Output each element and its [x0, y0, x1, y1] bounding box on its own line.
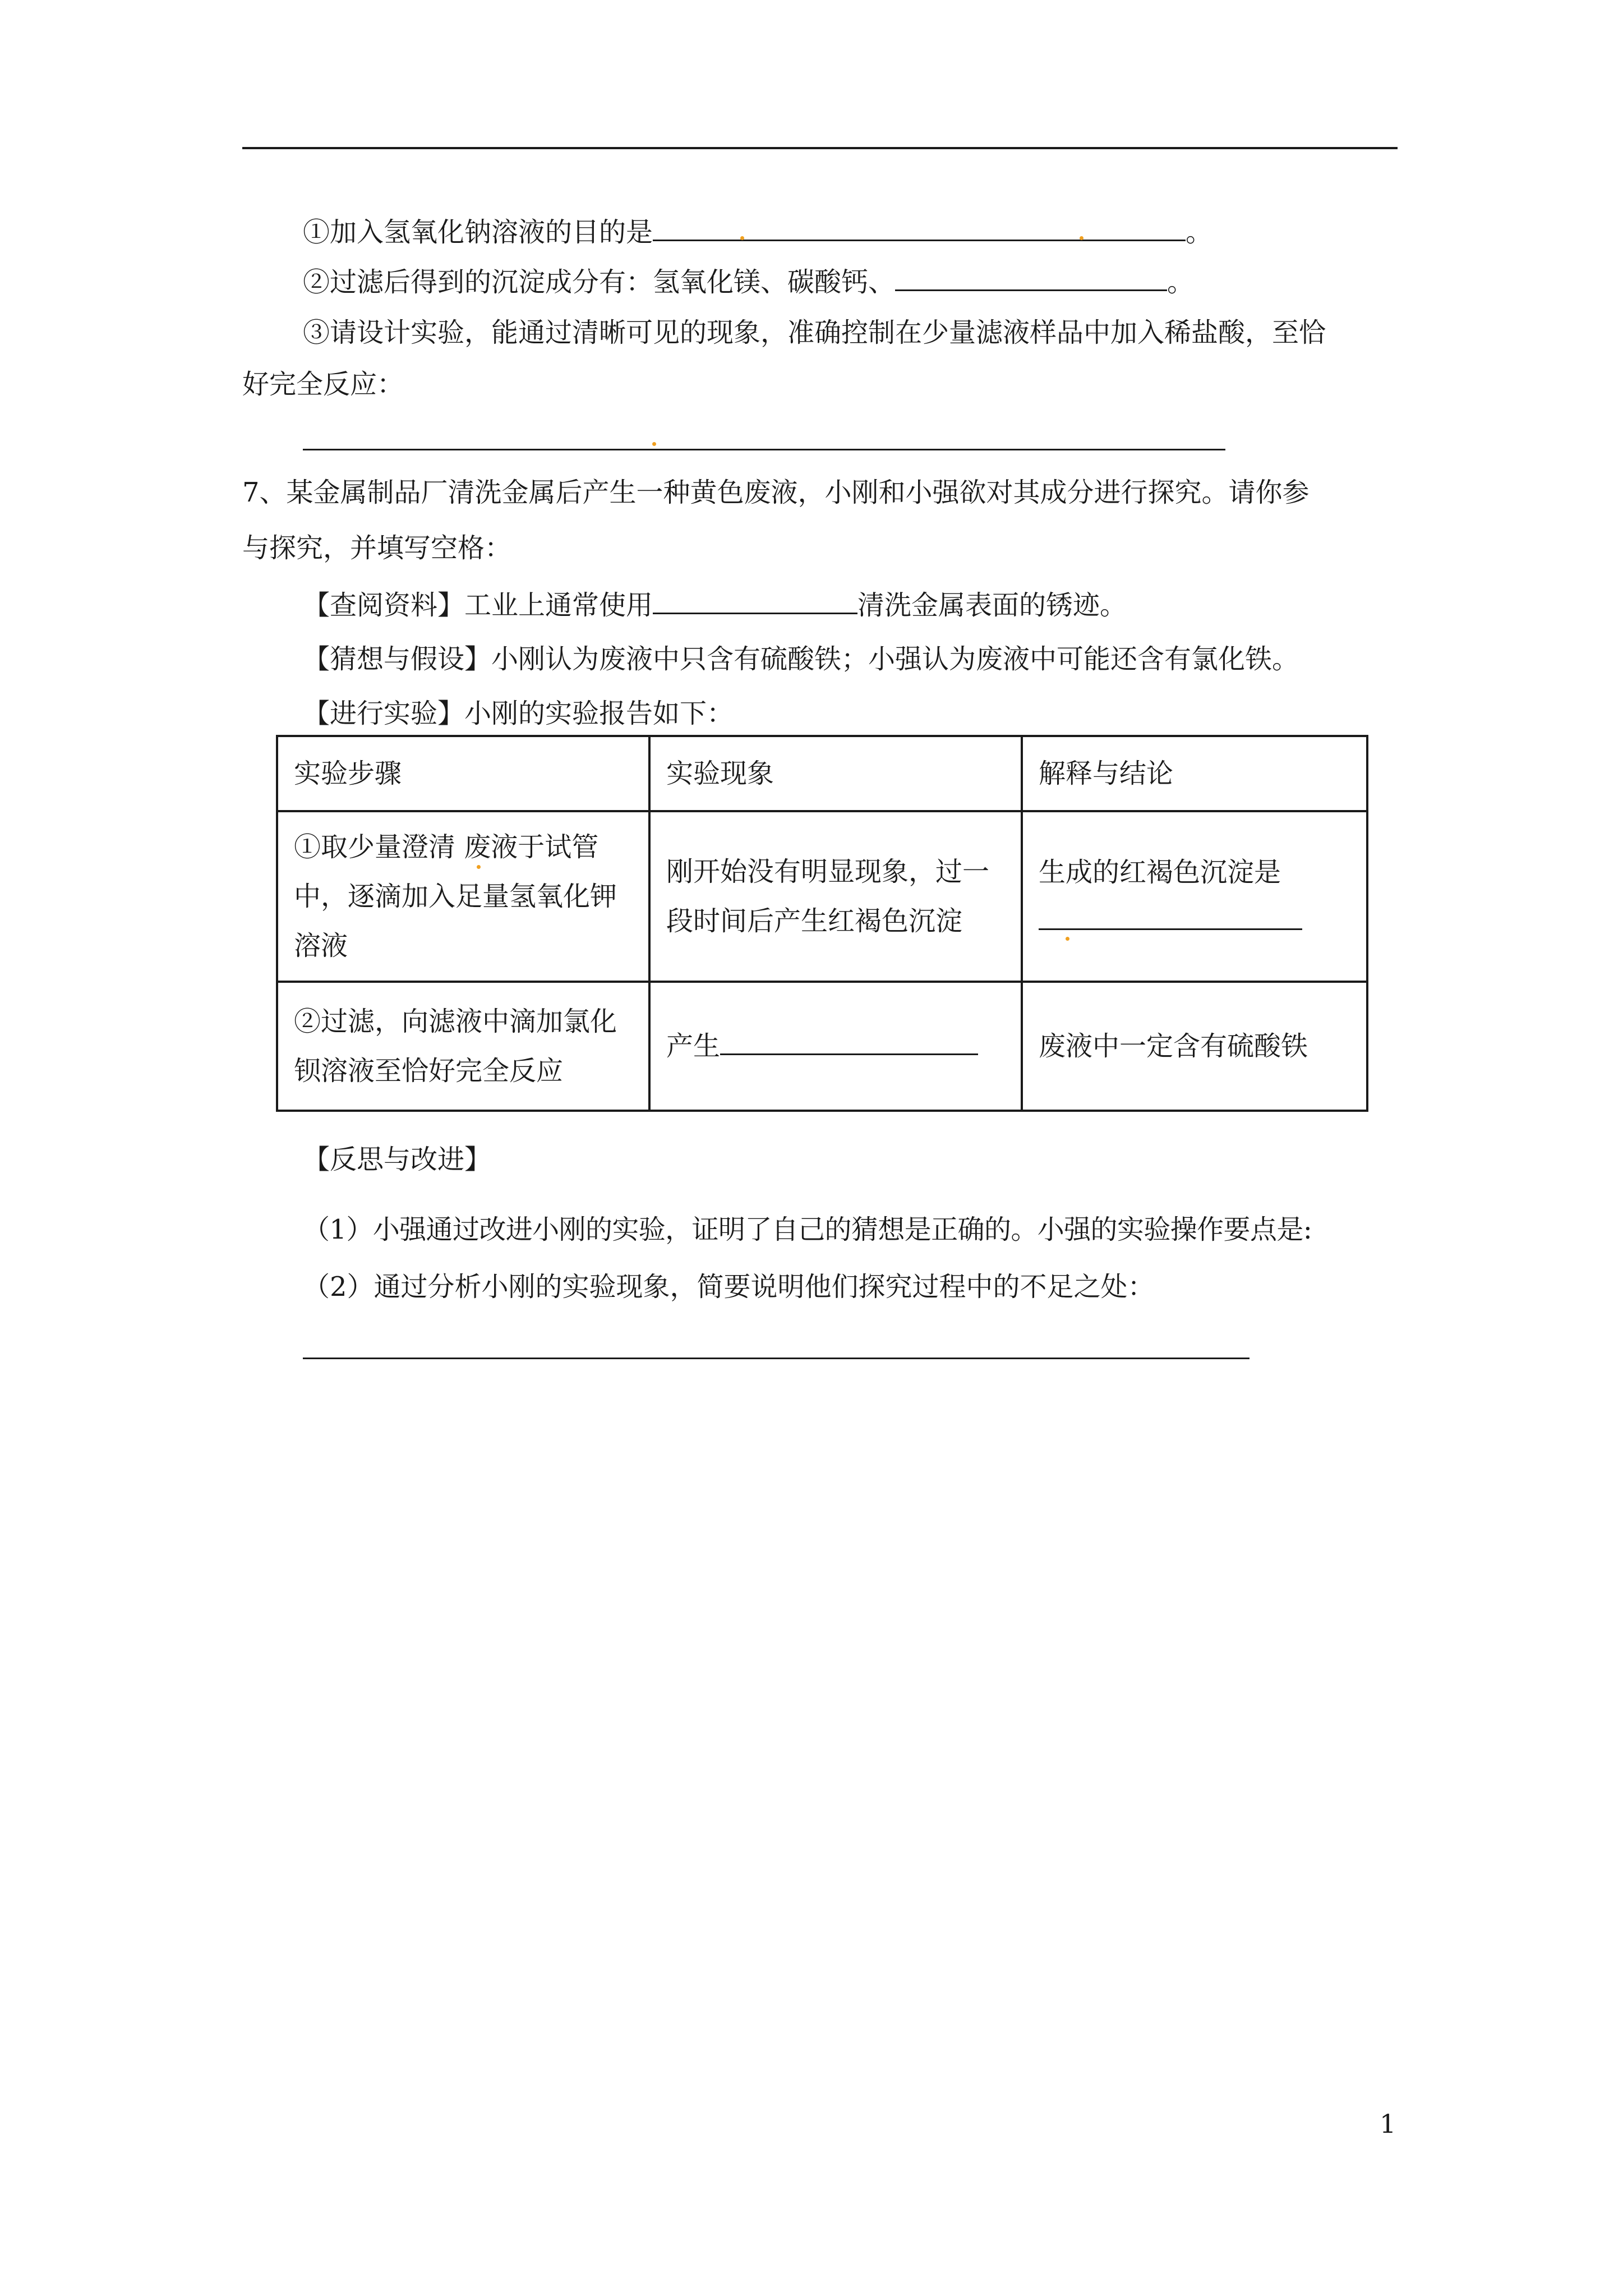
q6-item3-line1: ③请设计实验，能通过清晰可见的现象，准确控制在少量滤液样品中加入稀盐酸，至恰	[303, 317, 1326, 348]
q6-item2-answer-blank[interactable]	[895, 265, 1167, 291]
q6-item1-text: ①加入氢氧化钠溶液的目的是	[303, 217, 653, 248]
table-row	[277, 982, 1367, 1111]
q6-item3-line2: 好完全反应：	[242, 369, 404, 400]
row2-step-cell	[277, 982, 649, 1111]
row1-conclusion-answer-blank[interactable]	[1039, 900, 1302, 930]
decor-dot	[1066, 937, 1069, 941]
row1-phenomenon: 刚开始没有明显现象，过一段时间后产生红褐色沉淀	[666, 856, 990, 937]
q7-lookup-answer-blank[interactable]	[653, 588, 857, 614]
q7-lookup-suffix: 清洗金属表面的锈迹。	[857, 590, 1127, 621]
row2-step: ②过滤，向滤液中滴加氯化钡溶液至恰好完全反应	[294, 1006, 617, 1087]
q7-lookup	[303, 588, 1127, 622]
q6-item1-answer-blank[interactable]	[653, 215, 1186, 241]
q6-item1-end: 。	[1186, 217, 1213, 248]
q7-reflection-answer-blank[interactable]	[303, 1358, 1249, 1359]
row2-conclusion: 废液中一定含有硫酸铁	[1039, 1030, 1308, 1062]
row1-phenomenon-cell	[649, 811, 1022, 982]
row1-step-cell	[277, 811, 649, 982]
experiment-report-table	[276, 735, 1368, 1112]
row2-phenomenon-answer-blank[interactable]	[720, 1025, 978, 1055]
q7-experiment-intro: 【进行实验】小刚的实验报告如下：	[303, 698, 734, 729]
q7-reflection-title: 【反思与改进】	[303, 1144, 492, 1175]
q6-item1	[303, 215, 1212, 249]
decor-dot	[652, 442, 656, 446]
decor-dot	[1080, 236, 1083, 240]
row1-conclusion-cell	[1022, 811, 1367, 982]
row1-step: ①取少量澄清 废液于试管中，逐滴加入足量氢氧化钾溶液	[294, 831, 617, 961]
q7-reflection-1: （1）小强通过改进小刚的实验，证明了自己的猜想是正确的。小强的实验操作要点是:	[303, 1214, 1312, 1245]
q7-intro-line2: 与探究，并填写空格：	[242, 532, 512, 564]
q7-hypothesis: 【猜想与假设】小刚认为废液中只含有硫酸铁；小强认为废液中可能还含有氯化铁。	[303, 643, 1299, 675]
table-header-row	[277, 736, 1367, 811]
q6-item2-text: ②过滤后得到的沉淀成分有：氢氧化镁、碳酸钙、	[303, 266, 896, 298]
row2-conclusion-cell	[1022, 982, 1367, 1111]
table-row	[277, 811, 1367, 982]
row1-conclusion: 生成的红褐色沉淀是	[1039, 857, 1281, 888]
header-rule	[242, 147, 1398, 149]
row2-phenomenon-cell	[649, 982, 1022, 1111]
table-header-cell: 实验现象	[649, 736, 1022, 811]
decor-dot	[740, 236, 744, 240]
q7-intro-line1: 7、某金属制品厂清洗金属后产生一种黄色废液，小刚和小强欲对其成分进行探究。请你参	[242, 477, 1310, 508]
table-header-cell: 解释与结论	[1022, 736, 1367, 811]
q7-lookup-prefix: 【查阅资料】工业上通常使用	[303, 590, 653, 621]
decor-dot	[477, 865, 481, 869]
q6-item2	[303, 265, 1194, 299]
page-number: 1	[1380, 2109, 1396, 2139]
q7-reflection-2: （2）通过分析小刚的实验现象，简要说明他们探究过程中的不足之处：	[303, 1271, 1155, 1303]
q6-item3-answer-blank[interactable]	[303, 449, 1225, 450]
table-header-cell: 实验步骤	[277, 736, 649, 811]
q6-item2-end: 。	[1167, 266, 1195, 298]
row2-phenomenon-prefix: 产生	[666, 1030, 721, 1062]
